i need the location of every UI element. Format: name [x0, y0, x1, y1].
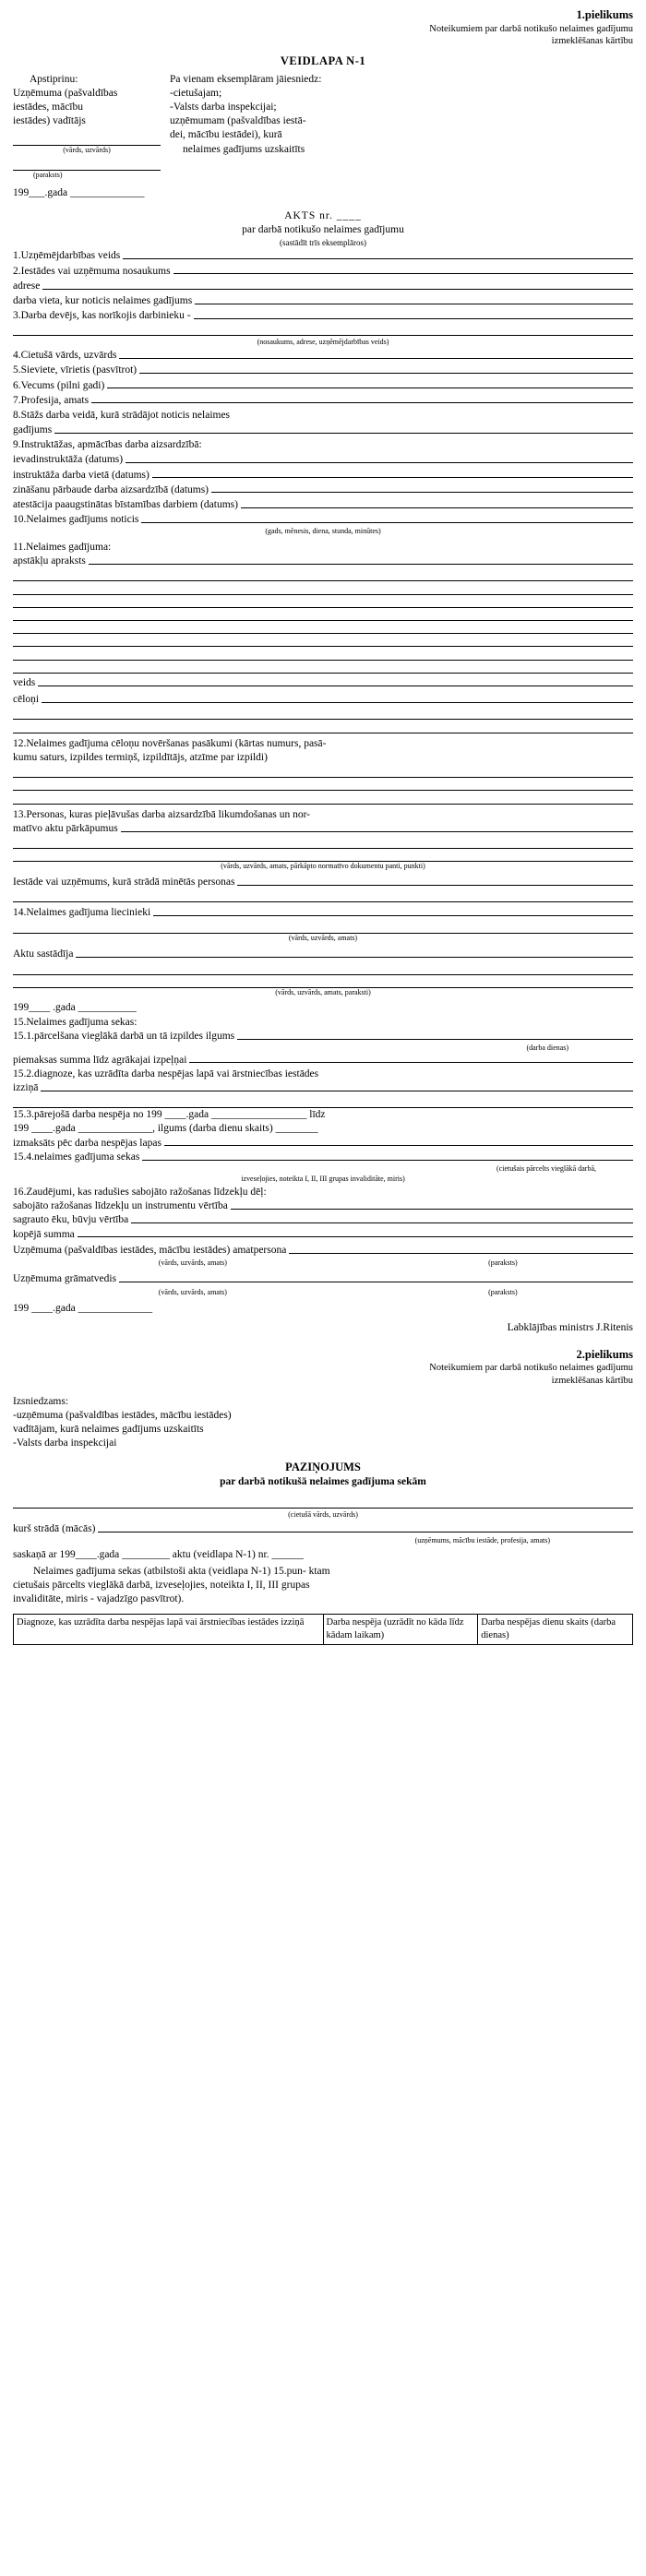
item-10-label: 10.Nelaimes gadījums noticis	[13, 514, 139, 526]
approve-label: Apstiprinu:	[30, 73, 78, 85]
item-16-3-label: kopējā summa	[13, 1228, 75, 1240]
celoni-field[interactable]	[42, 693, 633, 703]
item-10-field[interactable]	[141, 513, 633, 523]
blank-line[interactable]	[13, 720, 633, 733]
item-13-org-field[interactable]	[237, 876, 633, 886]
item-9-1-label: ievadinstruktāža (datums)	[13, 454, 124, 466]
item-13-label-1: 13.Personas, kuras pieļāvušas darba aizsardzībā likumdošanas un nor-	[13, 808, 310, 820]
item-16-1-label: sabojāto ražošanas līdzekļu un instrumentu vērtība	[13, 1200, 228, 1212]
item-8-label: 8.Stāžs darba veidā, kurā strādājot noticis nelaimes	[13, 409, 231, 421]
table-row	[14, 1615, 633, 1645]
appendix1-subtitle-1: Noteikumiem par darbā notikušo nelaimes gadījumu	[429, 23, 633, 34]
caption-company: (uzņēmums, mācību iestāde, profesija, amats)	[414, 1536, 550, 1545]
caption-victim-name: (cietušā vārds, uzvārds)	[288, 1510, 358, 1520]
issue-item-2: -Valsts darba inspekcijai	[13, 1437, 117, 1449]
item-9-2-label: instruktāža darba vietā (datums)	[13, 469, 150, 481]
item-13-label-2: matīvo aktu pārkāpumus	[13, 822, 118, 834]
item-3-label: 3.Darba devējs, kas norīkojis darbinieku -	[13, 310, 191, 322]
veids-field[interactable]	[38, 676, 633, 686]
copies-block	[170, 73, 633, 200]
item-11-blank-lines[interactable]	[13, 568, 633, 674]
head-line-3: iestādes) vadītājs	[13, 115, 86, 127]
notice-subtitle: par darbā notikušā nelaimes gadījuma sekām	[220, 1475, 426, 1487]
blank-line[interactable]	[13, 568, 633, 581]
item-9-label: 9.Instruktāžas, apmācības darba aizsardzībā:	[13, 439, 202, 451]
item-15-2-blank-lines[interactable]	[13, 1095, 633, 1108]
blank-line[interactable]	[13, 661, 633, 674]
date-line-1[interactable]: 199___.gada ______________	[13, 187, 145, 199]
blank-line[interactable]	[13, 1095, 633, 1108]
item-14-field[interactable]	[153, 906, 633, 916]
compilers-blank-lines[interactable]	[13, 961, 633, 987]
table-header-incapacity-period: Darba nespēja (uzrādīt no kāda līdz kādam laikam)	[323, 1615, 478, 1645]
official-field[interactable]	[289, 1244, 633, 1254]
blank-line[interactable]	[13, 647, 633, 660]
blank-line[interactable]	[13, 961, 633, 974]
item-2-label: 2.Iestādes vai uzņēmuma nosaukums	[13, 265, 171, 277]
copies-item-0: -cietušajam;	[170, 87, 222, 99]
caption-violations: (vārds, uzvārds, amats, pārkāpto normatīvo dokumentu panti, punkti)	[221, 862, 425, 871]
item-8-label-cont: gadījums	[13, 424, 53, 436]
item-16-label: 16.Zaudējumi, kas radušies sabojāto ražošanas līdzekļu dēļ:	[13, 1187, 267, 1199]
copies-item-1: -Valsts darba inspekcijai;	[170, 101, 277, 113]
celoni-blank-lines[interactable]	[13, 707, 633, 733]
caption-15-4-a: (cietušais pārcelts vieglākā darbā,	[496, 1163, 596, 1173]
item-15-3c-field[interactable]	[164, 1137, 633, 1147]
appendix1-title: 1.pielikums	[576, 8, 633, 21]
notice-paragraph-2: cietušais pārcelts vieglākā darbā, izveseļojies, noteikta I, II, III grupas	[13, 1580, 310, 1592]
appendix2-subtitle-2: izmeklēšanas kārtību	[551, 1375, 633, 1386]
name-signature-line[interactable]	[13, 136, 161, 146]
item-workplace-field[interactable]	[195, 294, 633, 304]
blank-line[interactable]	[13, 921, 633, 934]
item-16-2-field[interactable]	[131, 1213, 633, 1223]
item-11-field[interactable]	[89, 555, 633, 565]
caption-datetime: (gads, mēnesis, diena, stunda, minūtes)	[265, 527, 381, 536]
item-16-1-field[interactable]	[231, 1199, 633, 1210]
copies-heading: Pa vienam eksemplāram jāiesniedz:	[170, 73, 322, 85]
act-reference-line[interactable]: saskaņā ar 199____.gada _________ aktu (veidlapa N-1) nr. ______	[13, 1548, 304, 1560]
item-13-field[interactable]	[121, 822, 633, 832]
caption-witness: (vārds, uzvārds, amats)	[288, 933, 358, 942]
victim-name-field[interactable]	[13, 1498, 633, 1509]
item-9-4-field[interactable]	[241, 498, 633, 508]
blank-line[interactable]	[13, 581, 633, 594]
item-16-3-field[interactable]	[78, 1228, 633, 1238]
date-line-3[interactable]: 199 ____.gada ______________	[13, 1303, 153, 1315]
blank-line[interactable]	[13, 836, 633, 849]
copies-item-3: dei, mācību iestādei), kurā	[170, 129, 282, 141]
item-15-3b-label[interactable]: 199 ____.gada ______________, ilgums (darba dienu skaits) ________	[13, 1123, 318, 1135]
item-16-2-label: sagrauto ēku, būvju vērtība	[13, 1214, 129, 1226]
blank-line[interactable]	[13, 791, 633, 804]
minister-text: Labklājības ministrs J.Ritenis	[507, 1322, 633, 1334]
item-15-1-field[interactable]	[237, 1030, 633, 1040]
item-7-label: 7.Profesija, amats	[13, 394, 90, 406]
item-14-label: 14.Nelaimes gadījuma liecinieki	[13, 907, 151, 919]
consequences-table	[13, 1614, 633, 1645]
table-header-incapacity-days: Darba nespējas dienu skaits (darba dienas)	[478, 1615, 633, 1645]
issue-item-1: vadītājam, kurā nelaimes gadījums uzskaitīts	[13, 1424, 204, 1436]
item-9-2-field[interactable]	[152, 469, 633, 479]
notice-paragraph-3: invaliditāte, miris - vajadzīgo pasvītrot).	[13, 1593, 185, 1605]
caption-official-name: (vārds, uzvārds, amats)	[158, 1258, 227, 1267]
item-5-label[interactable]: 5.Sievietе, vīrietis (pasvītrot)	[13, 364, 138, 376]
item-15-1b-field[interactable]	[189, 1054, 633, 1064]
item-12-label-1: 12.Nelaimes gadījuma cēloņu novēršanas pasākumi (kārtas numurs, pasā-	[13, 737, 327, 749]
caption-signature: (paraksts)	[33, 171, 63, 180]
caption-accountant-name: (vārds, uzvārds, amats)	[158, 1287, 227, 1296]
item-6-field[interactable]	[107, 379, 633, 389]
item-12-blank-lines[interactable]	[13, 765, 633, 805]
item-15-1b-label: piemaksas summa līdz agrākajai izpeļņai	[13, 1054, 187, 1066]
blank-line[interactable]	[13, 634, 633, 647]
approval-block	[13, 73, 161, 200]
item-9-1-field[interactable]	[126, 453, 633, 463]
item-12-label-2: kumu saturs, izpildes termiņš, izpildītājs, atzīme par izpildi)	[13, 751, 268, 763]
item-adrese-field[interactable]	[42, 280, 633, 290]
date-line-2[interactable]: 199____ .gada ___________	[13, 1002, 137, 1014]
item-15-2b-label: izziņā	[13, 1081, 39, 1093]
notice-paragraph-1: Nelaimes gadījuma sekas (atbilstoši akta (veidlapa N-1) 15.pun- ktam	[33, 1565, 330, 1577]
blank-line[interactable]	[13, 608, 633, 621]
appendix2-title: 2.pielikums	[576, 1347, 633, 1361]
blank-line[interactable]	[13, 849, 633, 862]
items-4-8	[13, 349, 633, 527]
caption-compilers: (vārds, uzvārds, amats, paraksti)	[275, 987, 371, 996]
issue-item-0: -uzņēmuma (pašvaldības iestādes, mācību iestādes)	[13, 1409, 232, 1421]
item-6-label: 6.Vecums (pilni gadi)	[13, 379, 105, 391]
notice-title: PAZIŅOJUMS	[285, 1461, 361, 1474]
item-9-3-label: zināšanu pārbaude darba aizsardzībā (datums)	[13, 483, 209, 495]
caption-official-signature: (paraksts)	[488, 1258, 518, 1267]
item-15-3-label[interactable]: 15.3.pārejošā darba nespēja no 199 ____.gada __________________ līdz	[13, 1109, 326, 1121]
copies-item-4: nelaimes gadījums uzskaitīts	[183, 143, 305, 155]
head-line-1: Uzņēmuma (pašvaldības	[13, 87, 118, 99]
item-2-field[interactable]	[173, 265, 633, 275]
akts-line-3: (sastādīt trīs eksemplāros)	[280, 237, 366, 247]
akts-block	[13, 209, 633, 248]
accountant-field[interactable]	[119, 1272, 633, 1282]
issue-label: Izsniedzams:	[13, 1395, 69, 1407]
item-15-1-label: 15.1.pārcelšana vieglākā darbā un tā izpildes ilgums	[13, 1030, 235, 1042]
item-14-blank-lines[interactable]	[13, 921, 633, 934]
works-at-field[interactable]	[98, 1522, 633, 1532]
appendix1-subtitle-2: izmeklēšanas kārtību	[551, 36, 633, 47]
form-title: VEIDLAPA N-1	[280, 54, 366, 68]
blank-line[interactable]	[13, 889, 633, 902]
akts-number[interactable]: AKTS nr. ____	[284, 210, 362, 222]
caption-accountant-signature: (paraksts)	[488, 1287, 518, 1296]
works-at-label: kurš strādā (mācās)	[13, 1522, 96, 1534]
item-8-field[interactable]	[54, 423, 633, 434]
item-9-4-label: atestācija paaugstinātas bīstamības darbiem (datums)	[13, 498, 238, 510]
caption-name: (vārds, uzvārds)	[63, 146, 111, 155]
appendix2-subtitle-1: Noteikumiem par darbā notikušo nelaimes gadījumu	[429, 1363, 633, 1374]
veids-label: veids	[13, 676, 36, 688]
item-13-org-label: Iestāde vai uzņēmums, kurā strādā minētās personas	[13, 876, 235, 888]
item-11-sub-label: apstākļu apraksts	[13, 555, 86, 566]
item-5-field[interactable]	[139, 364, 633, 374]
item-15-3c-label: izmaksāts pēc darba nespējas lapas	[13, 1137, 162, 1149]
minister-signature	[13, 1321, 633, 1335]
item-1-field[interactable]	[123, 249, 633, 259]
blank-line[interactable]	[13, 765, 633, 778]
item-15-2b-field[interactable]	[41, 1081, 633, 1091]
item-15-4-field[interactable]	[142, 1151, 633, 1161]
item-workplace-label: darba vieta, kur noticis nelaimes gadījums	[13, 294, 193, 306]
signature-line[interactable]	[13, 161, 161, 172]
copies-item-2: uzņēmumam (pašvaldības iestā-	[170, 115, 306, 127]
item-11-label: 11.Nelaimes gadījuma:	[13, 541, 112, 553]
celoni-label: cēloņi	[13, 694, 40, 706]
blank-line[interactable]	[13, 707, 633, 720]
head-line-2: iestādes, mācību	[13, 101, 84, 113]
item-7-field[interactable]	[91, 394, 633, 404]
table-header-diagnosis: Diagnoze, kas uzrādīta darba nespējas lapā vai ārstniecības iestādes izziņā	[14, 1615, 324, 1645]
blank-line[interactable]	[13, 778, 633, 791]
caption-workdays: (darba dienas)	[526, 1043, 568, 1052]
item-15-2-label: 15.2.diagnoze, kas uzrādīta darba nespējas lapā vai ārstniecības iestādes	[13, 1067, 319, 1079]
item-4-field[interactable]	[119, 349, 633, 359]
official-label: Uzņēmuma (pašvaldības iestādes, mācību iestādes) amatpersona	[13, 1244, 287, 1256]
item-9-3-field[interactable]	[211, 483, 633, 494]
accountant-label: Uzņēmuma grāmatvedis	[13, 1273, 117, 1285]
akts-line-2: par darbā notikušo nelaimes gadījumu	[242, 224, 404, 236]
caption-employer: (nosaukums, adrese, uzņēmējdarbības veids)	[257, 337, 389, 346]
item-1-label: 1.Uzņēmējdarbības veids	[13, 250, 121, 262]
item-13-blank-lines[interactable]	[13, 836, 633, 862]
item-15-4-label: 15.4.nelaimes gadījuma sekas	[13, 1151, 140, 1163]
blank-line[interactable]	[13, 595, 633, 608]
item-3-field[interactable]	[194, 309, 633, 319]
item-adrese-label: adrese	[13, 280, 41, 292]
blank-line[interactable]	[13, 621, 633, 634]
item-13-org-blank-lines[interactable]	[13, 889, 633, 902]
item-15-label: 15.Nelaimes gadījuma sekas:	[13, 1016, 138, 1028]
item-4-label: 4.Cietušā vārds, uzvārds	[13, 350, 117, 362]
blank-line[interactable]	[13, 975, 633, 988]
caption-15-4-b: izveseļojies, noteikta I, II, III grupas invaliditāte, miris)	[241, 1174, 405, 1183]
employer-field-line[interactable]	[13, 325, 633, 335]
compilers-field[interactable]	[76, 948, 633, 958]
compilers-label: Aktu sastādīja	[13, 948, 74, 960]
items-1-3	[13, 249, 633, 323]
